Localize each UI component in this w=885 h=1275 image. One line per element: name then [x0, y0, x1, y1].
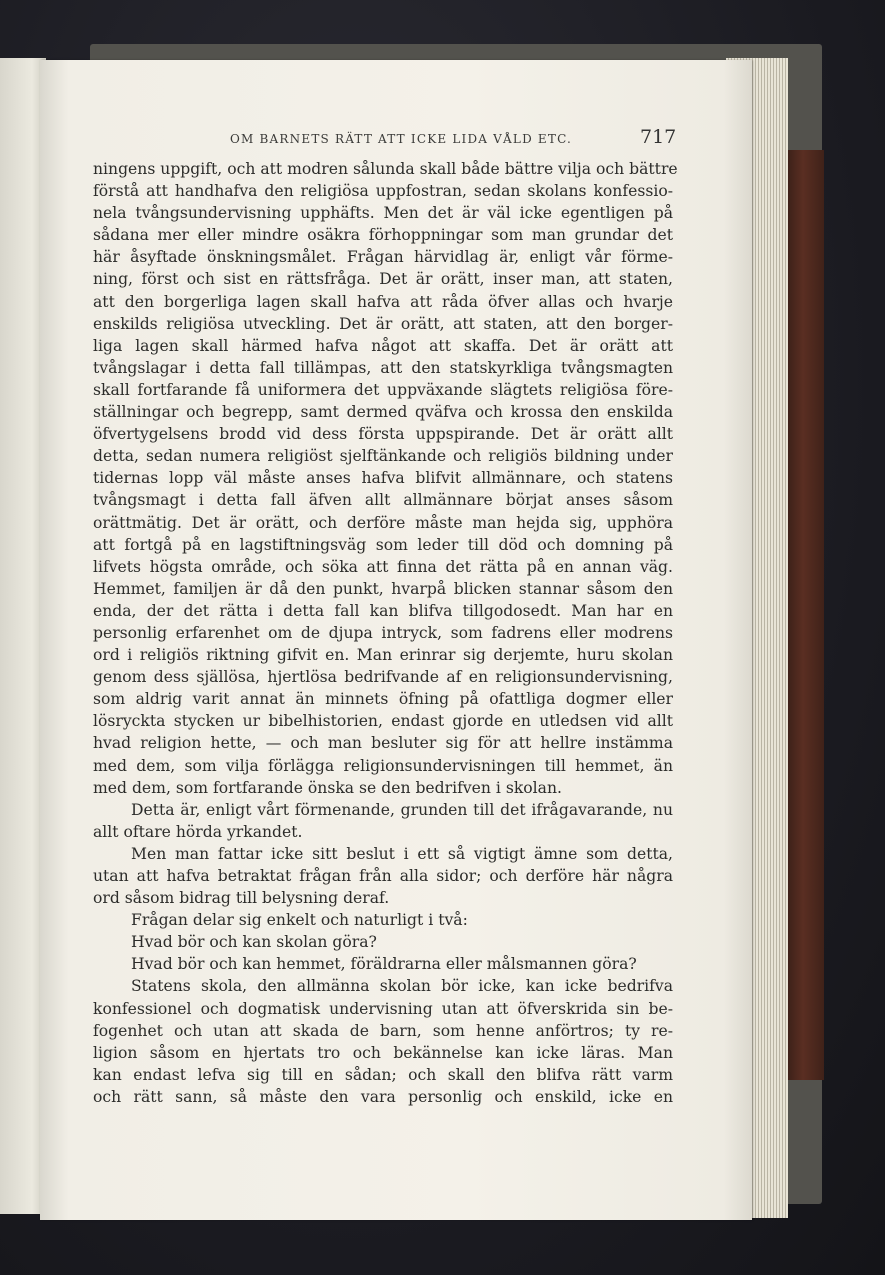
text-line: ning, först och sist en rättsfråga. Det är orätt, inser man, att staten, — [93, 270, 673, 289]
text-line: Hemmet, familjen är då den punkt, hvarpå blicken stannar såsom den — [93, 579, 673, 598]
text-line: tvångsmagt i detta fall äfven allt allmännare börjat anses såsom — [93, 491, 673, 510]
text-line: ställningar och begrepp, samt dermed qväfva och krossa den enskilda — [93, 403, 673, 422]
text-line: enda, der det rätta i detta fall kan blifva tillgodosedt. Man har en — [93, 601, 673, 620]
text-line: orättmätig. Det är orätt, och derföre måste man hejda sig, upphöra — [93, 513, 673, 532]
text-line: förstå att handhafva den religiösa uppfostran, sedan skolans konfessio- — [93, 182, 673, 201]
text-line: Men man fattar icke sitt beslut i ett så vigtigt ämne som detta, — [131, 844, 673, 863]
text-line: Frågan delar sig enkelt och naturligt i två: — [131, 911, 468, 930]
text-line: med dem, som fortfarande önska se den bedrifven i skolan. — [93, 778, 562, 797]
text-line: här åsyftade önskningsmålet. Frågan härvidlag är, enligt vår förme- — [93, 248, 673, 267]
page-number: 717 — [640, 126, 677, 148]
text-line: utan att hafva betraktat frågan från alla sidor; och derföre här några — [93, 867, 673, 885]
text-line: med dem, som vilja förlägga religionsundervisningen till hemmet, än — [93, 756, 673, 775]
text-line: Hvad bör och kan hemmet, föräldrarna eller målsmannen göra? — [131, 955, 637, 974]
text-line: att fortgå på en lagstiftningsväg som leder till död och domning på — [93, 535, 673, 554]
text-line: sådana mer eller mindre osäkra förhoppningar som man grundar det — [93, 226, 673, 245]
text-line: enskilds religiösa utveckling. Det är orätt, att staten, att den borger- — [93, 314, 673, 333]
text-line: personlig erfarenhet om de djupa intryck, som fadrens eller modrens — [93, 623, 673, 642]
running-head: OM BARNETS RÄTT ATT ICKE LIDA VÅLD ETC. — [230, 132, 573, 146]
text-line: lifvets högsta område, och söka att finna det rätta på en annan väg. — [93, 557, 673, 576]
text-line: ord såsom bidrag till belysning deraf. — [93, 889, 390, 908]
text-line: nela tvångsundervisning upphäfts. Men det är väl icke egentligen på — [93, 204, 673, 223]
text-line: öfvertygelsens brodd vid dess första uppspirande. Det är orätt allt — [93, 425, 673, 444]
text-line: ningens uppgift, och att modren sålunda skall både bättre vilja och bättre — [93, 160, 678, 178]
text-line: genom dess själlösa, hjertlösa bedrifvande af en religionsundervisning, — [93, 668, 673, 687]
text-line: skall fortfarande få uniformera det uppväxande slägtets religiösa före- — [93, 380, 673, 399]
text-line: och rätt sann, så måste den vara personlig och enskild, icke en — [93, 1087, 673, 1106]
text-line: konfessionel och dogmatisk undervisning utan att öfverskrida sin be- — [93, 999, 673, 1018]
body-text — [93, 158, 678, 1108]
text-line: allt oftare hörda yrkandet. — [93, 822, 303, 841]
text-line: tidernas lopp väl måste anses hafva blifvit allmännare, och statens — [93, 469, 673, 488]
text-line: liga lagen skall härmed hafva något att skaffa. Det är orätt att — [93, 336, 673, 355]
text-line: Detta är, enligt vårt förmenande, grunden till det ifrågavarande, nu — [131, 800, 673, 819]
text-line: Statens skola, den allmänna skolan bör icke, kan icke bedrifva — [131, 977, 673, 996]
text-line: fogenhet och utan att skada de barn, som henne anförtros; ty re- — [93, 1021, 673, 1040]
text-line: som aldrig varit annat än minnets öfning på ofattliga dogmer eller — [93, 690, 673, 709]
text-line: kan endast lefva sig till en sådan; och skall den blifva rätt varm — [93, 1065, 673, 1084]
text-line: tvångslagar i detta fall tillämpas, att den statskyrkliga tvångsmagten — [93, 358, 673, 377]
text-line: ligion såsom en hjertats tro och bekännelse kan icke läras. Man — [93, 1043, 673, 1062]
text-line: hvad religion hette, — och man besluter sig för att hellre instämma — [93, 734, 673, 753]
text-line: ord i religiös riktning gifvit en. Man erinrar sig derjemte, huru skolan — [93, 646, 673, 665]
book-cover-edge — [786, 150, 824, 1080]
text-line: detta, sedan numera religiöst sjelftänkande och religiös bildning under — [93, 447, 673, 466]
text-line: Hvad bör och kan skolan göra? — [131, 933, 377, 952]
text-line: att den borgerliga lagen skall hafva att råda öfver allas och hvarje — [93, 292, 673, 311]
text-line: lösryckta stycken ur bibelhistorien, endast gjorde en utledsen vid allt — [93, 712, 673, 731]
